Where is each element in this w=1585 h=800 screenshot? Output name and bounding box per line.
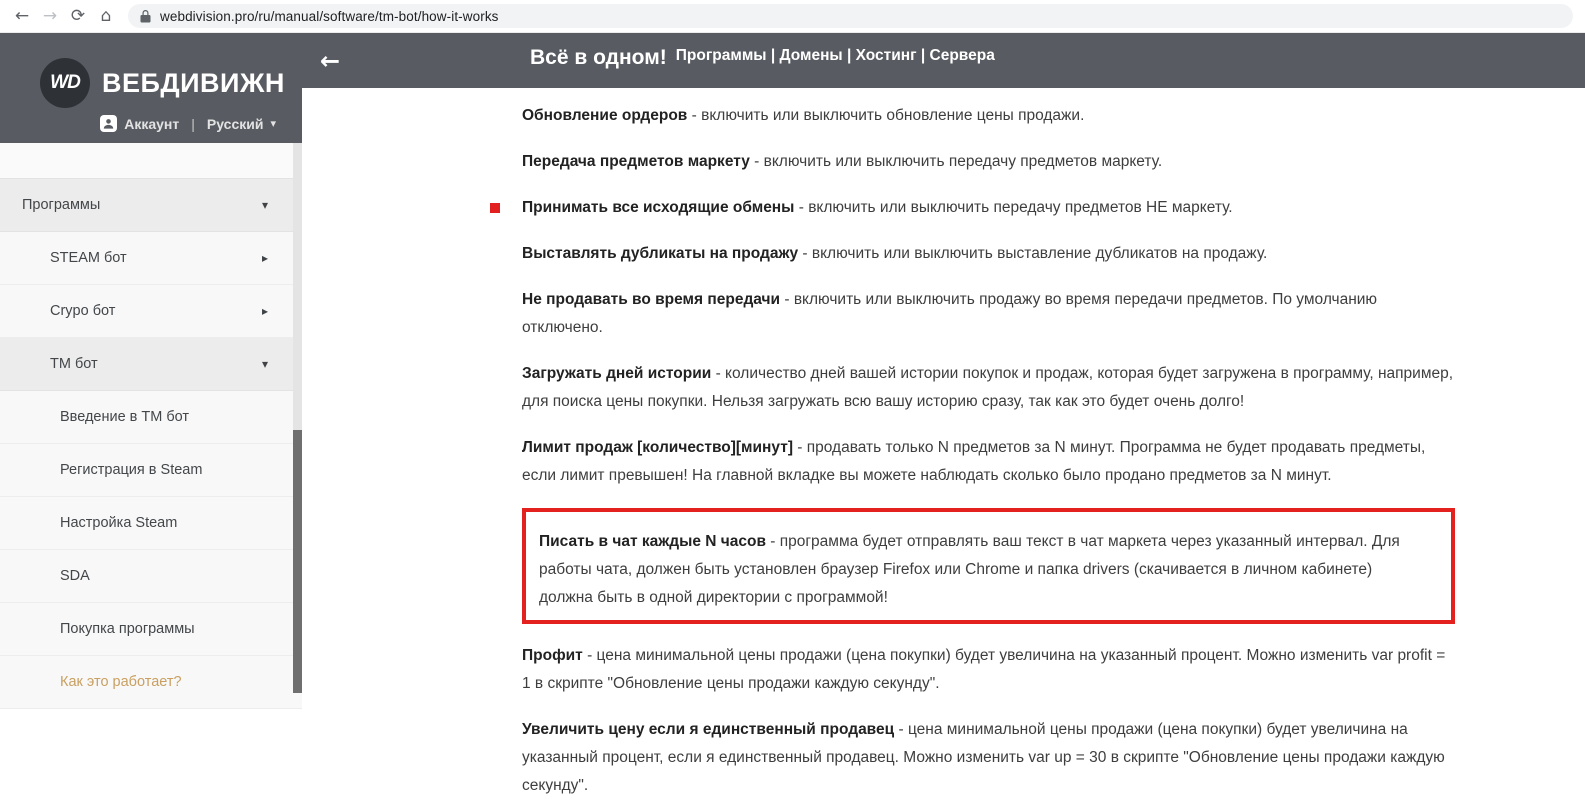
sidebar-item-label: Регистрация в Steam xyxy=(60,462,203,478)
sidebar-item-pokupka-programmy[interactable] xyxy=(0,603,302,656)
sidebar-item-label: STEAM бот xyxy=(50,250,127,266)
chevron-down-icon: ▾ xyxy=(261,198,268,212)
sidebar-item-label: Покупка программы xyxy=(60,621,195,637)
chevron-down-icon: ▾ xyxy=(270,117,276,130)
page-title: Всё в одном! xyxy=(530,46,667,69)
sidebar xyxy=(0,33,302,693)
paragraph xyxy=(522,102,1455,130)
term: Профит xyxy=(522,647,583,664)
chevron-right-icon: ▸ xyxy=(261,304,268,318)
description: - включить или выключить продажу во время передачи предметов. По умолчанию отключено. xyxy=(522,291,1378,336)
chevron-down-icon: ▾ xyxy=(261,357,268,371)
language-selector[interactable]: Русский xyxy=(206,115,264,132)
description: - программа будет отправлять ваш текст в чат маркета через указанный интервал. Для работы чата, должен быть установлен браузер Firefox или Chrome и папка drivers (скачивается в личном кабинете) должна быть в одной директории с программой! xyxy=(539,533,1400,606)
menu-spacer xyxy=(0,143,302,179)
sidebar-item-label: Программы xyxy=(22,197,101,213)
account-divider: | xyxy=(191,115,195,132)
logo-icon: WD xyxy=(40,58,90,108)
description: - включить или выключить передачу предметов НЕ маркету. xyxy=(794,199,1233,216)
sidebar-item-sda[interactable] xyxy=(0,550,302,603)
account-row xyxy=(0,115,276,132)
term: Выставлять дубликаты на продажу xyxy=(522,245,799,262)
sidebar-item-tm-bot[interactable] xyxy=(0,338,302,391)
term: Писать в чат каждые N часов xyxy=(539,533,766,550)
reload-icon[interactable]: ⟳ xyxy=(70,6,86,26)
description: - продавать только N предметов за N минут. Программа не будет продавать предметы, если лимит превышен! На главной вкладке вы можете наблюдать сколько было продано предметов за N минут. xyxy=(522,439,1426,484)
description: - включить или выключить передачу предметов маркету. xyxy=(749,153,1163,170)
paragraph xyxy=(522,716,1455,800)
lock-icon xyxy=(140,10,151,23)
term: Увеличить цену если я единственный продавец xyxy=(522,721,895,738)
paragraph xyxy=(522,434,1455,490)
brand-name: ВЕБДИВИЖН xyxy=(102,67,285,98)
sidebar-scrollbar-thumb[interactable] xyxy=(293,430,302,693)
account-avatar-icon xyxy=(100,115,117,132)
sidebar-item-label: Как это работает? xyxy=(60,674,182,690)
address-bar[interactable] xyxy=(128,4,1573,28)
sidebar-menu xyxy=(0,143,302,709)
sidebar-item-vvedenie-tm-bot[interactable] xyxy=(0,391,302,444)
term: Не продавать во время передачи xyxy=(522,291,781,308)
paragraph xyxy=(522,148,1455,176)
sidebar-item-nastroyka-steam[interactable] xyxy=(0,497,302,550)
paragraph xyxy=(522,360,1455,416)
browser-toolbar xyxy=(0,0,1585,33)
description: - количество дней вашей истории покупок и продаж, которая будет загружена в программу, например, для поиска цены покупки. Нельзя загружать всю вашу историю сразу, так как это будет очень долго! xyxy=(522,365,1454,410)
sidebar-item-kak-eto-rabotaet[interactable] xyxy=(0,656,302,709)
paragraph xyxy=(522,642,1455,698)
sidebar-item-label: Введение в TM бот xyxy=(60,409,190,425)
chevron-right-icon: ▸ xyxy=(261,251,268,265)
forward-icon[interactable]: → xyxy=(42,6,58,26)
red-square-marker xyxy=(490,203,500,213)
term: Принимать все исходящие обмены xyxy=(522,199,795,216)
term: Загружать дней истории xyxy=(522,365,712,382)
title-wrap xyxy=(530,46,995,69)
sidebar-item-label: TM бот xyxy=(50,356,98,372)
description: - включить или выключить обновление цены продажи. xyxy=(687,107,1085,124)
page-subtitle: Программы | Домены | Хостинг | Сервера xyxy=(675,47,995,64)
paragraph xyxy=(522,286,1455,342)
sidebar-item-label: Настройка Steam xyxy=(60,515,178,531)
term: Передача предметов маркету xyxy=(522,153,750,170)
url-text: webdivision.pro/ru/manual/software/tm-bot/how-it-works xyxy=(160,8,499,24)
sidebar-item-registraciya-steam[interactable] xyxy=(0,444,302,497)
brand[interactable] xyxy=(0,58,302,108)
highlighted-paragraph xyxy=(522,508,1455,624)
main-area xyxy=(302,33,1585,794)
term: Лимит продаж [количество][минут] xyxy=(522,439,793,456)
sidebar-item-label: SDA xyxy=(60,568,90,584)
app-frame xyxy=(0,33,1585,794)
content-header xyxy=(302,33,1585,88)
back-arrow-icon[interactable]: ← xyxy=(320,46,341,75)
sidebar-item-label: Crypo бот xyxy=(50,303,116,319)
account-link[interactable]: Аккаунт xyxy=(124,115,180,132)
sidebar-item-steam-bot[interactable] xyxy=(0,232,302,285)
description: - включить или выключить выставление дубликатов на продажу. xyxy=(798,245,1268,262)
sidebar-scrollbar-track xyxy=(293,143,302,693)
sidebar-item-programmy[interactable] xyxy=(0,179,302,232)
paragraph xyxy=(522,240,1455,268)
home-icon[interactable]: ⌂ xyxy=(100,6,112,26)
back-icon[interactable]: ← xyxy=(14,6,30,26)
term: Обновление ордеров xyxy=(522,107,688,124)
sidebar-header xyxy=(0,33,302,143)
paragraph xyxy=(522,194,1455,222)
description: - цена минимальной цены продажи (цена покупки) будет увеличина на указанный процент. Можно изменить var profit = 1 в скрипте "Обновление цены продажи каждую секунду". xyxy=(522,647,1446,692)
description: - цена минимальной цены продажи (цена покупки) будет увеличина на указанный процент, если я единственный продавец. Можно изменить var up = 30 в скрипте "Обновление цены продажи каждую секунду". xyxy=(522,721,1445,794)
article-content xyxy=(302,88,1585,800)
sidebar-item-crypo-bot[interactable] xyxy=(0,285,302,338)
